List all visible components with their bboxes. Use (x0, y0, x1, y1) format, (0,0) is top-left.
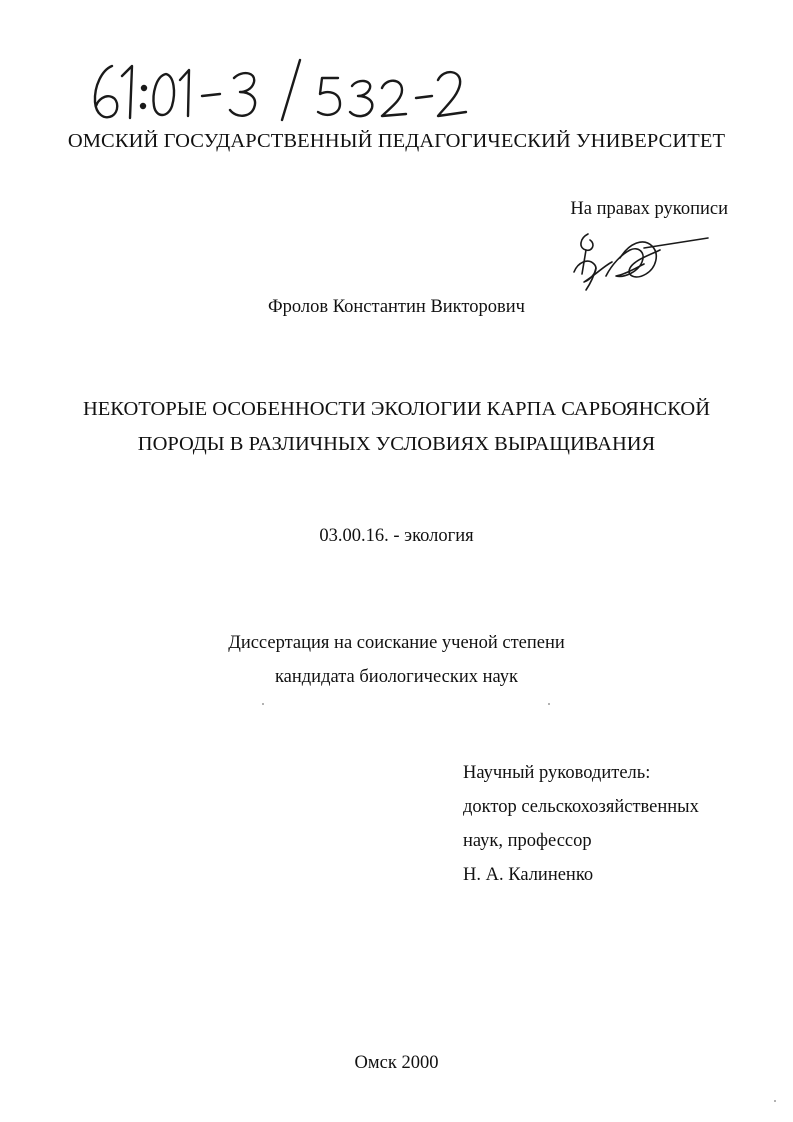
supervisor-degree: доктор сельскохозяйственных (463, 797, 699, 817)
supervisor-name: Н. А. Калиненко (463, 865, 594, 885)
author-signature (560, 228, 710, 294)
scan-speck (262, 703, 264, 705)
title-line-2: ПОРОДЫ В РАЗЛИЧНЫХ УСЛОВИЯХ ВЫРАЩИВАНИЯ (137, 433, 656, 455)
supervisor-block (463, 756, 699, 892)
supervisor-label: Научный руководитель: (463, 763, 651, 783)
city-year: Омск 2000 (354, 1053, 439, 1073)
degree-statement (0, 626, 793, 694)
degree-line-1: Диссертация на соискание ученой степени (228, 633, 565, 653)
title-line-1: НЕКОТОРЫЕ ОСОБЕННОСТИ ЭКОЛОГИИ КАРПА САРБОЯНСКОЙ (82, 398, 711, 420)
handwritten-shelf-mark (86, 52, 486, 132)
dissertation-title (0, 392, 793, 462)
scan-speck (548, 703, 550, 705)
rights-notice: На правах рукописи (570, 199, 728, 219)
scan-speck (774, 1100, 776, 1102)
signature-drawing (560, 228, 710, 294)
shelf-mark-drawing (86, 52, 486, 132)
university-name: ОМСКИЙ ГОСУДАРСТВЕННЫЙ ПЕДАГОГИЧЕСКИЙ УНИВЕРСИТЕТ (67, 130, 726, 152)
specialty-code: 03.00.16. - экология (319, 526, 474, 546)
degree-line-2: кандидата биологических наук (274, 667, 519, 687)
author-name: Фролов Константин Викторович (268, 297, 525, 317)
supervisor-title: наук, профессор (463, 831, 592, 851)
